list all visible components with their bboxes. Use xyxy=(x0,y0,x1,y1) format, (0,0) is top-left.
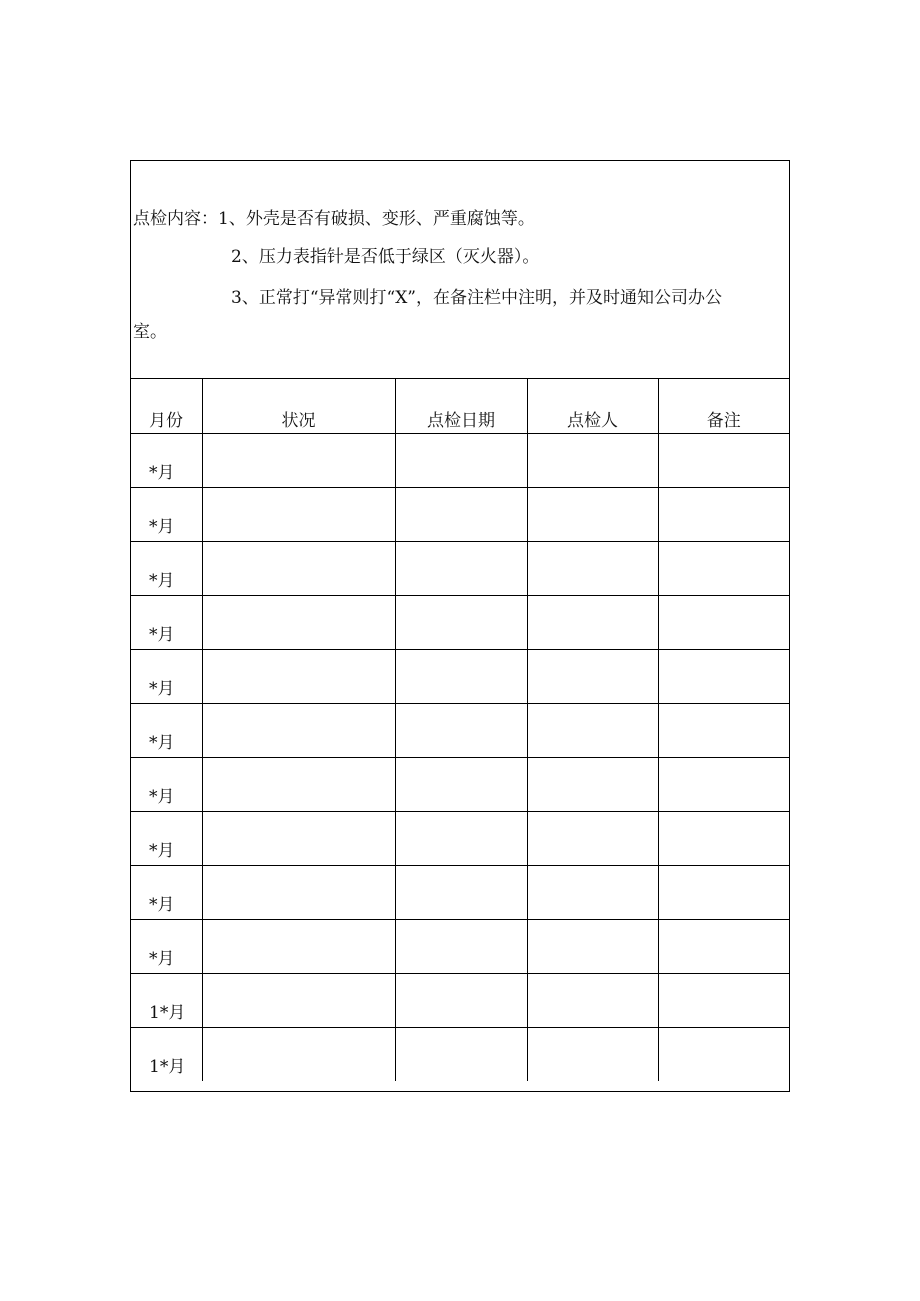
header-inspector: 点检人 xyxy=(527,379,658,433)
date-cell[interactable] xyxy=(395,919,527,973)
month-cell: *月 xyxy=(131,595,202,649)
inspector-cell[interactable] xyxy=(527,919,658,973)
inspector-cell[interactable] xyxy=(527,433,658,487)
month-cell: *月 xyxy=(131,757,202,811)
month-cell: *月 xyxy=(131,487,202,541)
table-header-row xyxy=(131,379,789,433)
month-cell: 1*月 xyxy=(131,973,202,1027)
remark-cell[interactable] xyxy=(658,973,789,1027)
inspector-cell[interactable] xyxy=(527,757,658,811)
status-cell[interactable] xyxy=(202,703,395,757)
remark-cell[interactable] xyxy=(658,757,789,811)
date-cell[interactable] xyxy=(395,487,527,541)
inspection-instructions xyxy=(131,161,789,379)
remark-cell[interactable] xyxy=(658,649,789,703)
table-row xyxy=(131,919,789,973)
table-row xyxy=(131,595,789,649)
date-cell[interactable] xyxy=(395,541,527,595)
date-cell[interactable] xyxy=(395,973,527,1027)
status-cell[interactable] xyxy=(202,865,395,919)
inspector-cell[interactable] xyxy=(527,541,658,595)
status-cell[interactable] xyxy=(202,973,395,1027)
month-cell: *月 xyxy=(131,919,202,973)
inspector-cell[interactable] xyxy=(527,865,658,919)
inspector-cell[interactable] xyxy=(527,595,658,649)
remark-cell[interactable] xyxy=(658,487,789,541)
month-cell: *月 xyxy=(131,865,202,919)
inspector-cell[interactable] xyxy=(527,1027,658,1081)
header-remark: 备注 xyxy=(658,379,789,433)
status-cell[interactable] xyxy=(202,757,395,811)
status-cell[interactable] xyxy=(202,811,395,865)
date-cell[interactable] xyxy=(395,865,527,919)
status-cell[interactable] xyxy=(202,649,395,703)
table-row xyxy=(131,649,789,703)
status-cell[interactable] xyxy=(202,541,395,595)
date-cell[interactable] xyxy=(395,811,527,865)
table-row xyxy=(131,487,789,541)
remark-cell[interactable] xyxy=(658,919,789,973)
date-cell[interactable] xyxy=(395,595,527,649)
month-cell: *月 xyxy=(131,649,202,703)
inspection-table xyxy=(131,379,789,1081)
date-cell[interactable] xyxy=(395,649,527,703)
instruction-line-2: 2、压力表指针是否低于绿区（灭火器）。 xyxy=(231,247,540,267)
month-cell: *月 xyxy=(131,433,202,487)
month-cell: *月 xyxy=(131,541,202,595)
remark-cell[interactable] xyxy=(658,595,789,649)
status-cell[interactable] xyxy=(202,487,395,541)
header-date: 点检日期 xyxy=(395,379,527,433)
inspector-cell[interactable] xyxy=(527,811,658,865)
instruction-line-4: 室。 xyxy=(133,322,167,342)
month-cell: *月 xyxy=(131,811,202,865)
remark-cell[interactable] xyxy=(658,1027,789,1081)
remark-cell[interactable] xyxy=(658,865,789,919)
inspector-cell[interactable] xyxy=(527,973,658,1027)
table-row xyxy=(131,433,789,487)
date-cell[interactable] xyxy=(395,433,527,487)
remark-cell[interactable] xyxy=(658,433,789,487)
date-cell[interactable] xyxy=(395,757,527,811)
instruction-line-3: 3、正常打“异常则打“X”，在备注栏中注明，并及时通知公司办公 xyxy=(231,288,722,308)
remark-cell[interactable] xyxy=(658,541,789,595)
instruction-line-1: 点检内容：1、外壳是否有破损、变形、严重腐蚀等。 xyxy=(133,209,535,229)
table-row xyxy=(131,703,789,757)
table-row xyxy=(131,973,789,1027)
remark-cell[interactable] xyxy=(658,703,789,757)
table-row xyxy=(131,1027,789,1081)
status-cell[interactable] xyxy=(202,433,395,487)
date-cell[interactable] xyxy=(395,703,527,757)
date-cell[interactable] xyxy=(395,1027,527,1081)
table-row xyxy=(131,865,789,919)
remark-cell[interactable] xyxy=(658,811,789,865)
inspector-cell[interactable] xyxy=(527,487,658,541)
month-cell: 1*月 xyxy=(131,1027,202,1081)
month-cell: *月 xyxy=(131,703,202,757)
status-cell[interactable] xyxy=(202,1027,395,1081)
header-status: 状况 xyxy=(202,379,395,433)
inspection-sheet xyxy=(130,160,790,1092)
table-row xyxy=(131,811,789,865)
table-row xyxy=(131,541,789,595)
table-row xyxy=(131,757,789,811)
status-cell[interactable] xyxy=(202,919,395,973)
status-cell[interactable] xyxy=(202,595,395,649)
inspector-cell[interactable] xyxy=(527,703,658,757)
header-month: 月份 xyxy=(131,379,202,433)
inspector-cell[interactable] xyxy=(527,649,658,703)
